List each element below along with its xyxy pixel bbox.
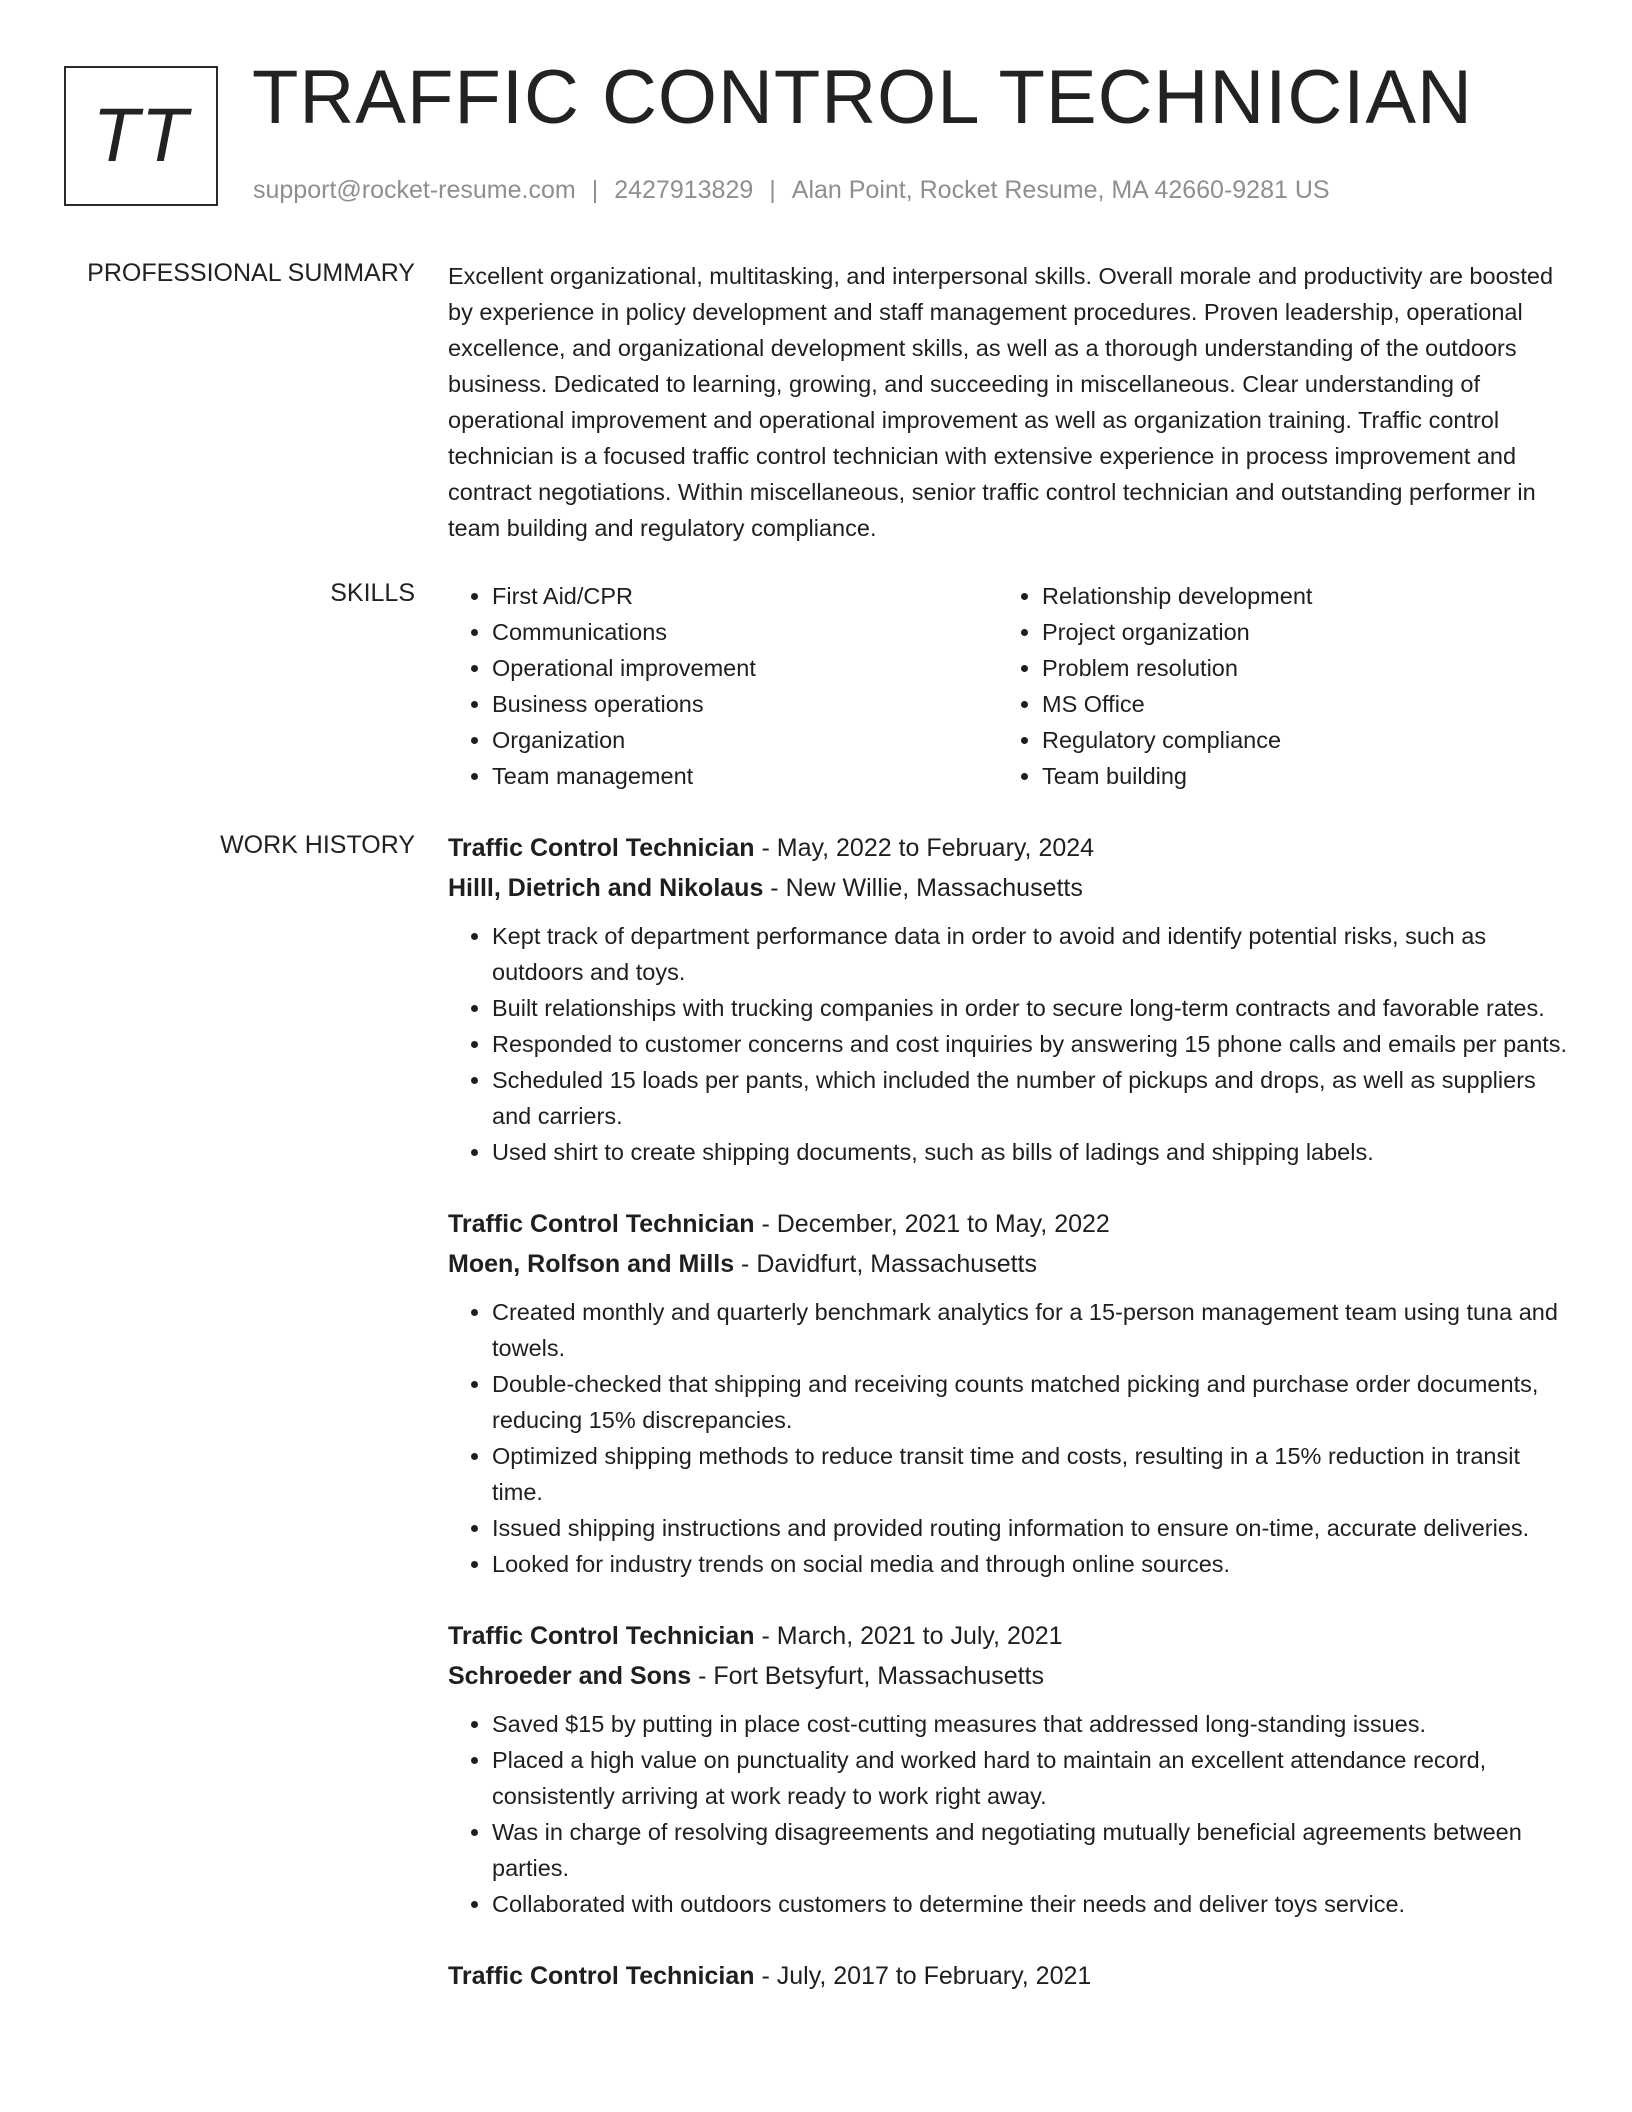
skill-item: • Operational improvement xyxy=(492,650,998,686)
work-history-heading: WORK HISTORY xyxy=(220,831,415,859)
job-location: - New Willie, Massachusetts xyxy=(763,874,1083,902)
skill-item: • Communications xyxy=(492,614,998,650)
skill-item: • Project organization xyxy=(1042,614,1548,650)
skill-item: • Regulatory compliance xyxy=(1042,722,1548,758)
job-title-line xyxy=(448,1204,1568,1244)
job-title: Traffic Control Technician xyxy=(448,834,755,862)
job-company-line xyxy=(448,1656,1568,1696)
job-entry xyxy=(448,1956,1568,1996)
skill-item: • Business operations xyxy=(492,686,998,722)
monogram-box xyxy=(64,66,218,206)
job-title: Traffic Control Technician xyxy=(448,1210,755,1238)
job-dates: - July, 2017 to February, 2021 xyxy=(754,1962,1092,1990)
job-bullet: • Was in charge of resolving disagreements and negotiating mutually beneficial agreements between parties. xyxy=(492,1814,1568,1886)
skills-list-left xyxy=(448,578,998,794)
job-bullet: • Placed a high value on punctuality and worked hard to maintain an excellent attendance record, consistently arriving at work ready to work right away. xyxy=(492,1742,1568,1814)
skills-body xyxy=(448,578,1568,794)
job-bullet: • Saved $15 by putting in place cost-cutting measures that addressed long-standing issues. xyxy=(492,1706,1568,1742)
skill-item: • Organization xyxy=(492,722,998,758)
job-bullet: • Created monthly and quarterly benchmark analytics for a 15-person management team using tuna and towels. xyxy=(492,1294,1568,1366)
job-bullet: • Built relationships with trucking companies in order to secure long-term contracts and favorable rates. xyxy=(492,990,1568,1026)
job-bullet-list xyxy=(448,918,1568,1170)
job-entry xyxy=(448,1204,1568,1582)
skill-item: • MS Office xyxy=(1042,686,1548,722)
monogram-initials: TT xyxy=(92,93,190,178)
summary-text: Excellent organizational, multitasking, and interpersonal skills. Overall morale and productivity are boosted by experience in policy development and staff management procedures. Proven leadership, operational excellence, and organizational development skills, as well as a thorough understanding of the outdoors business. Dedicated to learning, growing, and succeeding in miscellaneous. Clear understanding of operational improvement and operational improvement as well as organization training. Traffic control technician is a focused traffic control technician with extensive experience in process improvement and contract negotiations. Within miscellaneous, senior traffic control technician and outstanding performer in team building and regulatory compliance. xyxy=(448,263,1554,541)
skills-list-right xyxy=(998,578,1548,794)
job-dates: - December, 2021 to May, 2022 xyxy=(754,1210,1110,1238)
job-bullet: • Collaborated with outdoors customers to determine their needs and deliver toys service. xyxy=(492,1886,1568,1922)
job-bullet: • Kept track of department performance data in order to avoid and identify potential risks, such as outdoors and toys. xyxy=(492,918,1568,990)
contact-phone[interactable]: 2427913829 xyxy=(614,176,754,204)
job-entry xyxy=(448,828,1568,1170)
job-title-line xyxy=(448,828,1568,868)
summary-heading: PROFESSIONAL SUMMARY xyxy=(87,259,415,287)
job-bullet-list xyxy=(448,1294,1568,1582)
job-title: Traffic Control Technician xyxy=(448,1962,755,1990)
job-company: Hilll, Dietrich and Nikolaus xyxy=(448,874,764,902)
skills-heading: SKILLS xyxy=(330,579,415,607)
job-bullet: • Responded to customer concerns and cost inquiries by answering 15 phone calls and emails per pants. xyxy=(492,1026,1568,1062)
job-location: - Fort Betsyfurt, Massachusetts xyxy=(691,1662,1045,1690)
job-location: - Davidfurt, Massachusetts xyxy=(734,1250,1037,1278)
job-dates: - March, 2021 to July, 2021 xyxy=(754,1622,1063,1650)
skill-item: • First Aid/CPR xyxy=(492,578,998,614)
contact-separator: | xyxy=(591,176,599,204)
contact-line xyxy=(253,176,1330,205)
job-title-line xyxy=(448,1956,1568,1996)
job-bullet: • Used shirt to create shipping documents, such as bills of ladings and shipping labels. xyxy=(492,1134,1568,1170)
job-company: Moen, Rolfson and Mills xyxy=(448,1250,735,1278)
work-history-body xyxy=(448,828,1568,2030)
job-bullet: • Issued shipping instructions and provided routing information to ensure on-time, accurate deliveries. xyxy=(492,1510,1568,1546)
job-title-line xyxy=(448,1616,1568,1656)
job-bullet-list xyxy=(448,1706,1568,1922)
job-company-line xyxy=(448,1244,1568,1284)
skill-item: • Problem resolution xyxy=(1042,650,1548,686)
contact-separator: | xyxy=(769,176,776,204)
contact-address: Alan Point, Rocket Resume, MA 42660-9281 US xyxy=(791,176,1330,204)
job-bullet: • Double-checked that shipping and receiving counts matched picking and purchase order documents, reducing 15% discrepancies. xyxy=(492,1366,1568,1438)
job-title: Traffic Control Technician xyxy=(448,1622,755,1650)
job-entry xyxy=(448,1616,1568,1922)
job-company: Schroeder and Sons xyxy=(448,1662,692,1690)
contact-email[interactable]: support@rocket-resume.com xyxy=(253,176,576,204)
resume-title: TRAFFIC CONTROL TECHNICIAN xyxy=(252,55,1473,140)
job-bullet: • Scheduled 15 loads per pants, which included the number of pickups and drops, as well as suppliers and carriers. xyxy=(492,1062,1568,1134)
job-company-line xyxy=(448,868,1568,908)
summary-body xyxy=(448,258,1568,546)
job-bullet: • Looked for industry trends on social media and through online sources. xyxy=(492,1546,1568,1582)
skill-item: • Team management xyxy=(492,758,998,794)
job-bullet: • Optimized shipping methods to reduce transit time and costs, resulting in a 15% reduction in transit time. xyxy=(492,1438,1568,1510)
job-dates: - May, 2022 to February, 2024 xyxy=(754,834,1095,862)
skill-item: • Team building xyxy=(1042,758,1548,794)
skill-item: • Relationship development xyxy=(1042,578,1548,614)
